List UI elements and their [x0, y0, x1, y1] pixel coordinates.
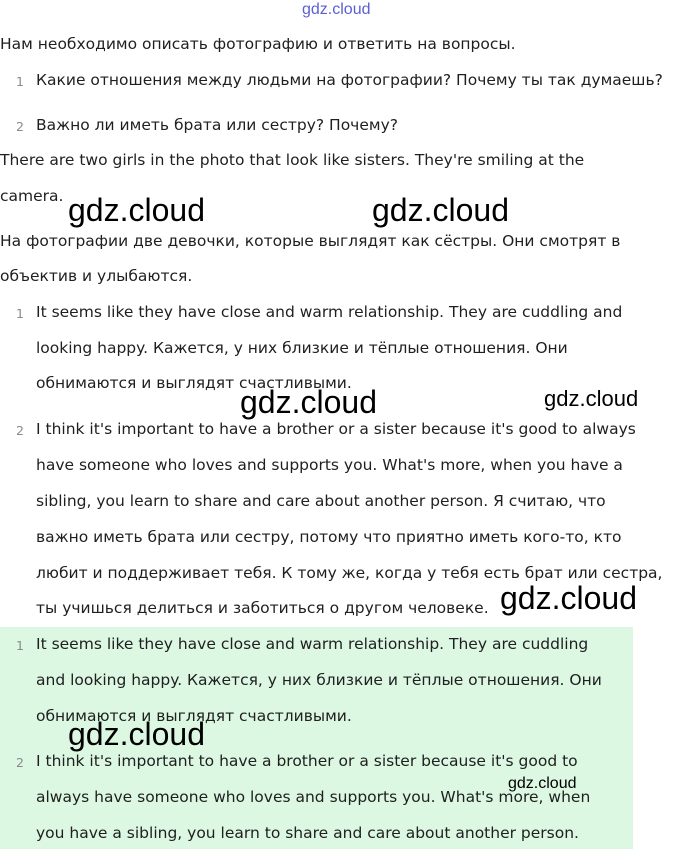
answer-line: It seems like they have close and warm relationship. They are cuddling and [36, 303, 623, 321]
watermark: gdz.cloud [500, 580, 637, 616]
highlight-answer-line: I think it's important to have a brother or a sister because it's good to [36, 752, 578, 770]
answer-line: ты учишься делиться и заботиться о другом человеке. [36, 599, 489, 617]
answer-number: 2 [16, 423, 24, 438]
russian-description-line: На фотографии две девочки, которые выглядят как сёстры. Они смотрят в [0, 232, 621, 250]
watermark: gdz.cloud [508, 775, 577, 792]
highlight-answer-line: always have someone who loves and supports you. What's more, when [36, 788, 591, 806]
answer-line: I think it's important to have a brother or a sister because it's good to always [36, 420, 636, 438]
watermark-top: gdz.cloud [302, 1, 371, 18]
highlight-answer-line: you have a sibling, you learn to share and care about another person. [36, 824, 579, 842]
answer-number: 1 [16, 306, 24, 321]
english-description-line: There are two girls in the photo that look like sisters. They're smiling at the [0, 151, 585, 169]
highlight-answer-line: It seems like they have close and warm relationship. They are cuddling [36, 635, 589, 653]
highlight-answer-number: 2 [16, 755, 24, 770]
highlight-answer-line: and looking happy. Кажется, у них близкие и тёплые отношения. Они [36, 671, 602, 689]
answer-line: sibling, you learn to share and care about another person. Я считаю, что [36, 492, 606, 510]
answer-line: важно иметь брата или сестру, потому что приятно иметь кого-то, кто [36, 528, 622, 546]
watermark: gdz.cloud [240, 384, 377, 420]
english-description-line: camera. [0, 187, 64, 205]
watermark: gdz.cloud [372, 192, 509, 228]
question-number: 2 [16, 119, 24, 134]
answer-line: looking happy. Кажется, у них близкие и тёплые отношения. Они [36, 339, 568, 357]
answer-line: обнимаются и выглядят счастливыми. [36, 374, 352, 392]
question-text: Важно ли иметь брата или сестру? Почему? [36, 116, 398, 134]
highlight-answer-line: обнимаются и выглядят счастливыми. [36, 707, 352, 725]
answer-line: have someone who loves and supports you. What's more, when you have a [36, 456, 623, 474]
highlight-answer-number: 1 [16, 638, 24, 653]
watermark: gdz.cloud [68, 192, 205, 228]
russian-description-line: объектив и улыбаются. [0, 267, 193, 285]
intro-text: Нам необходимо описать фотографию и ответить на вопросы. [0, 35, 516, 53]
watermark: gdz.cloud [68, 716, 205, 752]
answer-line: любит и поддерживает тебя. К тому же, когда у тебя есть брат или сестра, [36, 564, 663, 582]
watermark: gdz.cloud [544, 386, 639, 411]
question-text: Какие отношения между людьми на фотографии? Почему ты так думаешь? [36, 71, 663, 89]
question-number: 1 [16, 74, 24, 89]
